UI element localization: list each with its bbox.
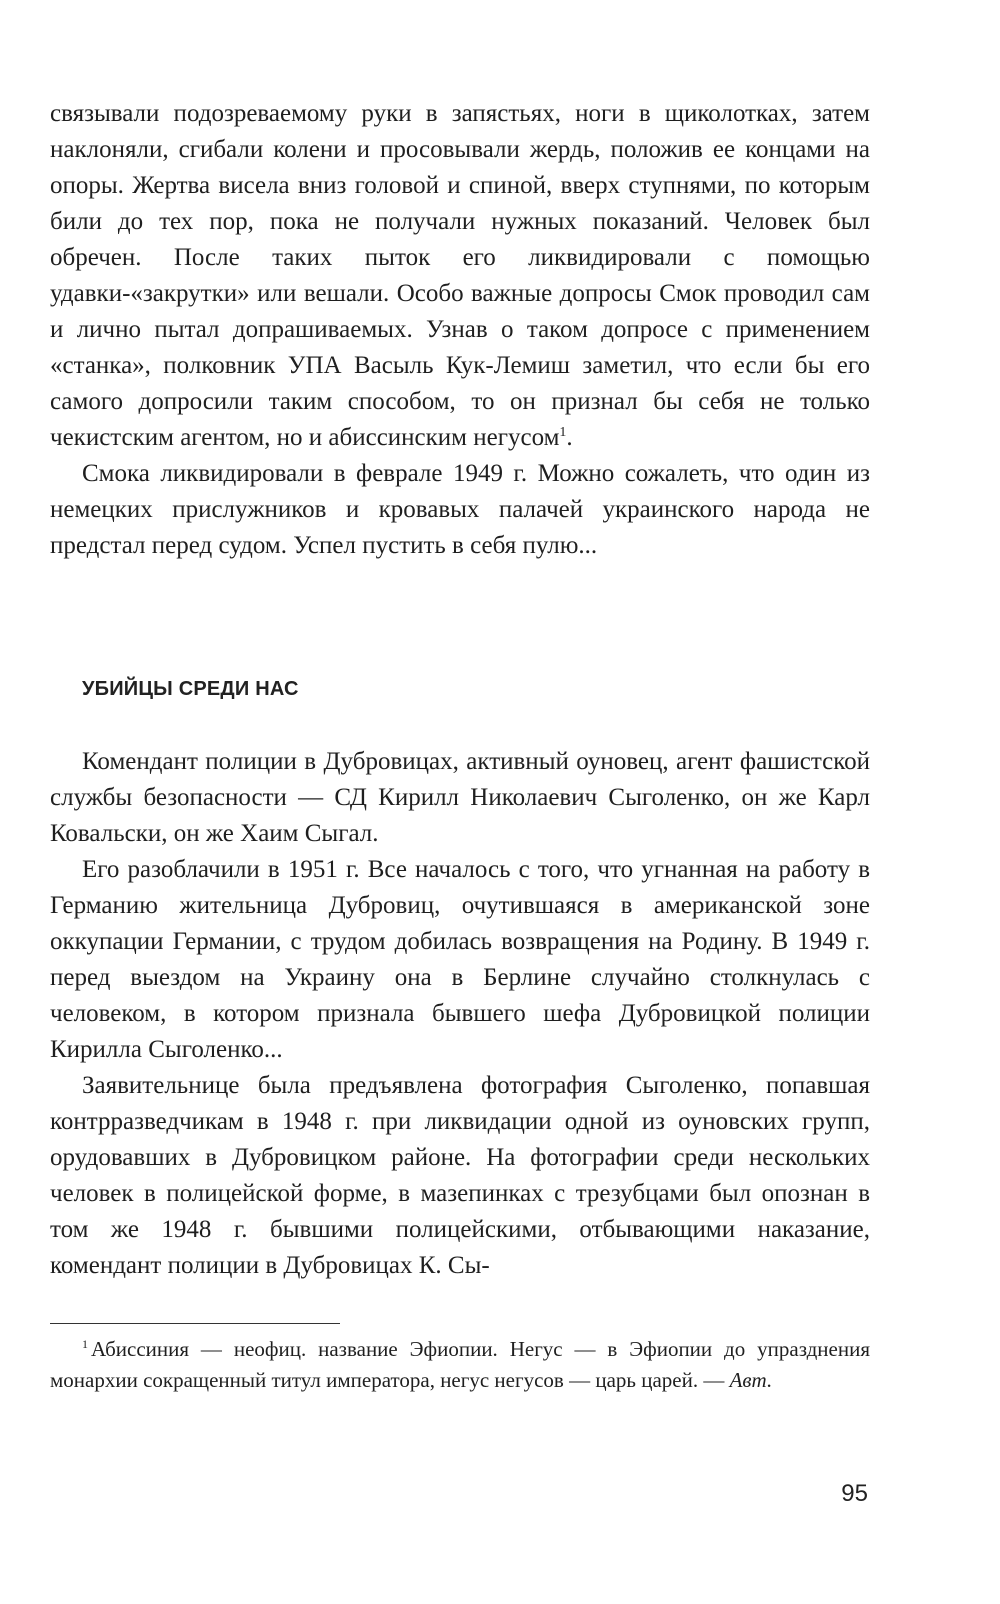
footnote-text: Абиссиния — неофиц. название Эфиопии. Негус — в Эфиопии до упразднения монархии сокращенный титул императора, негус негусов — царь царей. — [50, 1337, 870, 1392]
footnote-reference: 1 [559, 425, 567, 440]
section-paragraph-3: Заявительнице была предъявлена фотография Сыголенко, попавшая контрразведчикам в 1948 г. при ликвидации одной из оуновских групп, орудовавших в Дубровицком районе. На фотографии среди нескольких человек в полицейской форме, в мазепинках с трезубцами был опознан в том же 1948 г. бывшими полицейскими, отбывающими наказание, комендант полиции в Дубровицах К. Сы- [50, 1072, 870, 1279]
paragraph-1: связывали подозреваемому руки в запястьях, ноги в щиколотках, затем наклоняли, сгибали колени и просовывали жердь, положив ее концами на опоры. Жертва висела вниз головой и спиной, вверх ступнями, по которым били до тех пор, пока не получали нужных показаний. Человек был обречен. После таких пыток его ликвидировали с помощью удавки-«закрутки» или вешали. Особо важные допросы Смок проводил сам и лично пытал допрашиваемых. Узнав о таком допросе с применением «станка», полковник УПА Васыль Кук-Лемиш заметил, что если бы его самого допросили таким способом, то он признал бы себя не только чекистским агентом, но и абиссинским негусом$^1$. [50, 100, 870, 451]
section-text-block [50, 744, 870, 1284]
paragraph-2: Смока ликвидировали в феврале 1949 г. Можно сожалеть, что один из немецких прислужников и кровавых палачей украинского народа не предстал перед судом. Успел пустить в себя пулю... [50, 460, 870, 559]
paragraph-1-text: связывали подозреваемому руки в запястьях, ноги в щиколотках, затем наклоняли, сгибали колени и просовывали жердь, положив ее концами на опоры. Жертва висела вниз головой и спиной, вверх ступнями, по которым били до тех пор, пока не получали нужных показаний. Человек был обречен. После таких пыток его ликвидировали с помощью удавки-«закрутки» или вешали. Особо важные допросы Смок проводил сам и лично пытал допрашиваемых. Узнав о таком допросе с применением «станка», полковник УПА Васыль Кук-Лемиш заметил, что если бы его самого допросили таким способом, то он признал бы себя не только чекистским агентом, но и абиссинским негусом [50, 100, 870, 451]
section-heading: УБИЙЦЫ СРЕДИ НАС [82, 678, 299, 700]
top-text-block [50, 96, 870, 564]
page-number: 95 [841, 1480, 868, 1507]
footnote-author: Авт. [729, 1368, 773, 1392]
footnote-paragraph [50, 1334, 870, 1396]
footnote [50, 1334, 870, 1396]
footnote-divider [50, 1323, 340, 1324]
section-paragraph-1: Комендант полиции в Дубровицах, активный оуновец, агент фашистской службы безопасности — СД Кирилл Николаевич Сыголенко, он же Карл Ковальски, он же Хаим Сыгал. [50, 748, 870, 847]
footnote-marker: 1 [82, 1337, 88, 1351]
section-paragraph-2: Его разоблачили в 1951 г. Все началось с того, что угнанная на работу в Германию жительница Дубровиц, очутившаяся в американской зоне оккупации Германии, с трудом добилась возвращения на Родину. В 1949 г. перед выездом на Украину она в Берлине случайно столкнулась с человеком, в котором признала бывшего шефа Дубровицкой полиции Кирилла Сыголенко... [50, 856, 870, 1063]
